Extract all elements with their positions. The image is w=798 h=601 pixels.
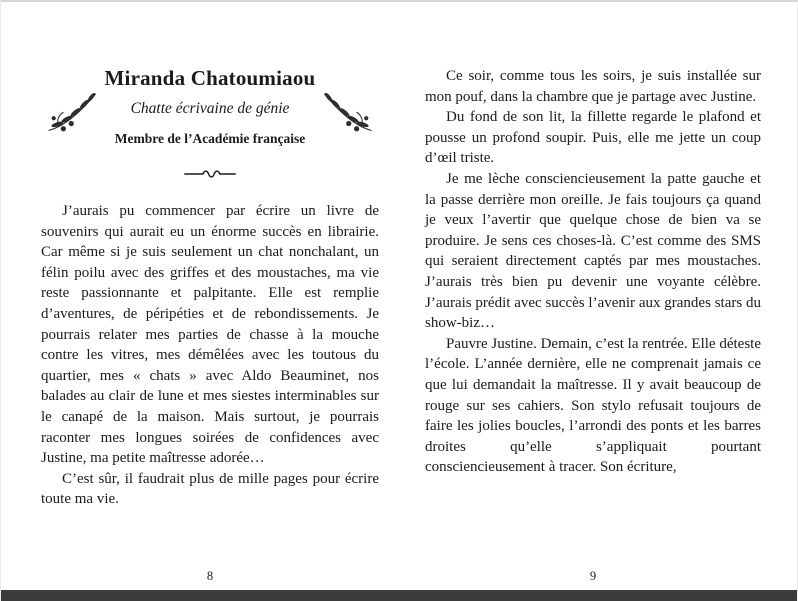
left-page bbox=[41, 0, 379, 601]
bottom-bar bbox=[1, 590, 797, 601]
paragraph: Je me lèche consciencieusement la patte gauche et la passe derrière mon oreille. Je fais toujours ça quand je veux l’avertir que quelque chose de bien va se produire. Je sens ces choses-là. C’est comme des SMS qui seraient directement captés par mes moustaches. J’aurais très bien pu devenir une voyante célèbre. J’aurais prédit avec succès l’avenir aux grandes stars du show-biz… bbox=[425, 170, 761, 332]
author-name-title: Miranda Chatoumiaou bbox=[104, 66, 316, 90]
left-page-body bbox=[41, 201, 379, 510]
olive-branch-right-icon bbox=[319, 84, 375, 142]
right-page bbox=[425, 0, 761, 601]
paragraph: J’aurais pu commencer par écrire un livre de souvenirs qui aurait eu un énorme succès en librairie. Car même si je suis seulement un chat nonchalant, un félin poilu avec des griffes et des moustaches, ma vie reste passionnante et palpitante. Elle est remplie d’aventures, de péripéties et de rebondissements. Je pourrais relater mes parties de chasse à la mouche contre les vitres, mes démêlées avec les toutous du quartier, mes « chats » avec Aldo Beauminet, nos balades au clair de lune et mes siestes interminables sur le canapé de la maison. Mais surtout, je pourrais raconter mes longues soirées de confidences avec Justine, ma petite maîtresse adorée… bbox=[41, 203, 379, 467]
paragraph: Du fond de son lit, la fillette regarde le plafond et pousse un profond soupir. Puis, elle me jette un coup d’œil triste. bbox=[425, 109, 761, 167]
author-affiliation: Membre de l’Académie française bbox=[114, 131, 306, 146]
olive-branch-left-icon bbox=[45, 84, 101, 142]
squiggle-divider-icon bbox=[41, 167, 379, 183]
paragraph: C’est sûr, il faudrait plus de mille pages pour écrire toute ma vie. bbox=[41, 470, 379, 508]
right-page-body bbox=[425, 66, 761, 478]
paragraph: Pauvre Justine. Demain, c’est la rentrée. Elle déteste l’école. L’année dernière, elle ne comprenait jamais ce que lui demandait la maîtresse. Il y avait beaucoup de rouge sur ses cahiers. Son stylo refusait toujours de faire les jolies boucles, l’arrondi des ponts et les barres droites qu’elle s’appliquait pourtant consciencieusement à tracer. Son écriture, bbox=[425, 335, 761, 476]
author-subtitle: Chatte écrivaine de génie bbox=[130, 100, 290, 117]
paragraph: Ce soir, comme tous les soirs, je suis installée sur mon pouf, dans la chambre que je partage avec Justine. bbox=[425, 68, 761, 105]
chapter-header bbox=[41, 0, 379, 183]
page-number-right: 9 bbox=[589, 569, 597, 583]
page-number-left: 8 bbox=[206, 569, 214, 583]
